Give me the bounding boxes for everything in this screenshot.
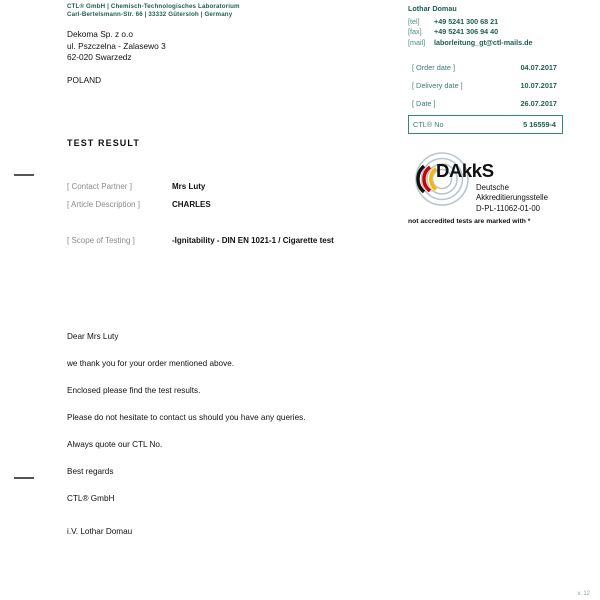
letter-body (67, 332, 306, 503)
field-article-description (67, 200, 334, 218)
dakks-sub-line-3: D-PL-11062-01-00 (476, 203, 541, 213)
delivery-date-label: [ Delivery date ] (412, 80, 463, 90)
article-description-label: [ Article Description ] (67, 200, 140, 209)
contact-partner-label: [ Contact Partner ] (67, 182, 132, 191)
delivery-date-value: 10.07.2017 (520, 80, 557, 90)
date-value: 26.07.2017 (520, 98, 557, 108)
dakks-sub-line-2: Akkreditierungsstelle (476, 193, 548, 203)
sender-line-2: Carl-Bertelsmann-Str. 66 | 33332 Gütersloh | Germany (67, 10, 233, 18)
page-marker: v. 12 (577, 591, 590, 597)
letter-paragraph-1: we thank you for your order mentioned above. (67, 359, 235, 368)
contact-fax-label: [fax] (408, 27, 422, 37)
date-row (408, 94, 563, 112)
contact-mail-label: [mail] (408, 37, 426, 47)
dakks-logo (408, 152, 598, 213)
sender-address-line (67, 3, 240, 18)
sender-line-1: CTL® GmbH | Chemisch-Technologisches Laboratorium (67, 3, 240, 10)
letter-paragraph-3: Please do not hesitate to contact us should you have any queries. (67, 413, 306, 422)
contact-tel-row (408, 17, 532, 28)
ctl-no-label: CTL® No (413, 120, 444, 129)
letter-company: CTL® GmbH (67, 494, 115, 503)
recipient-city: 62-020 Swarzedz (67, 52, 132, 63)
letter-closing: Best regards (67, 467, 114, 476)
order-date-value: 04.07.2017 (520, 62, 557, 72)
letter-paragraph-2: Enclosed please find the test results. (67, 386, 201, 395)
ctl-no-row (408, 115, 563, 134)
recipient-address (67, 29, 166, 86)
contact-fax-row (408, 27, 532, 38)
recipient-street: ul. Pszczelna - Zalasewo 3 (67, 40, 166, 51)
contact-name: Lothar Domau (408, 4, 457, 13)
contact-mail-row (408, 38, 532, 49)
contact-tel-value: +49 5241 300 68 21 (434, 16, 499, 26)
order-date-row (408, 58, 563, 76)
dakks-subtitle (476, 183, 548, 214)
letter-paragraph-4: Always quote our CTL No. (67, 440, 163, 449)
letter-salutation: Dear Mrs Luty (67, 332, 119, 341)
ctl-no-value: 5 16559-4 (523, 120, 556, 129)
dakks-sub-line-1: Deutsche (476, 183, 509, 192)
order-date-label: [ Order date ] (412, 62, 455, 72)
contact-partner-value: Mrs Luty (172, 182, 206, 191)
contact-mail-value: laborleitung_gt@ctl-mails.de (434, 37, 533, 47)
dakks-wordmark: DAkkS (436, 160, 494, 181)
fold-mark-top (14, 174, 34, 176)
order-meta-table (408, 58, 563, 134)
field-contact-partner (67, 182, 334, 200)
contact-fax-value: +49 5241 306 94 40 (434, 27, 499, 37)
date-label: [ Date ] (412, 98, 436, 108)
article-description-value: CHARLES (172, 200, 211, 209)
recipient-company: Dekoma Sp. z o.o (67, 29, 133, 39)
page-title: TEST RESULT (67, 138, 140, 148)
accreditation-block (408, 152, 598, 225)
letter-signature: i.V. Lothar Domau (67, 527, 133, 536)
scope-value: -Ignitability - DIN EN 1021-1 / Cigarette test (172, 236, 334, 245)
accreditation-note: not accredited tests are marked with * (408, 218, 531, 225)
field-scope-of-testing (67, 236, 334, 254)
contact-block (408, 4, 532, 48)
recipient-country: POLAND (67, 74, 102, 85)
scope-label: [ Scope of Testing ] (67, 236, 135, 245)
fold-mark-bottom (14, 477, 34, 479)
contact-tel-label: [tel] (408, 16, 420, 26)
delivery-date-row (408, 76, 563, 94)
field-list (67, 182, 334, 254)
